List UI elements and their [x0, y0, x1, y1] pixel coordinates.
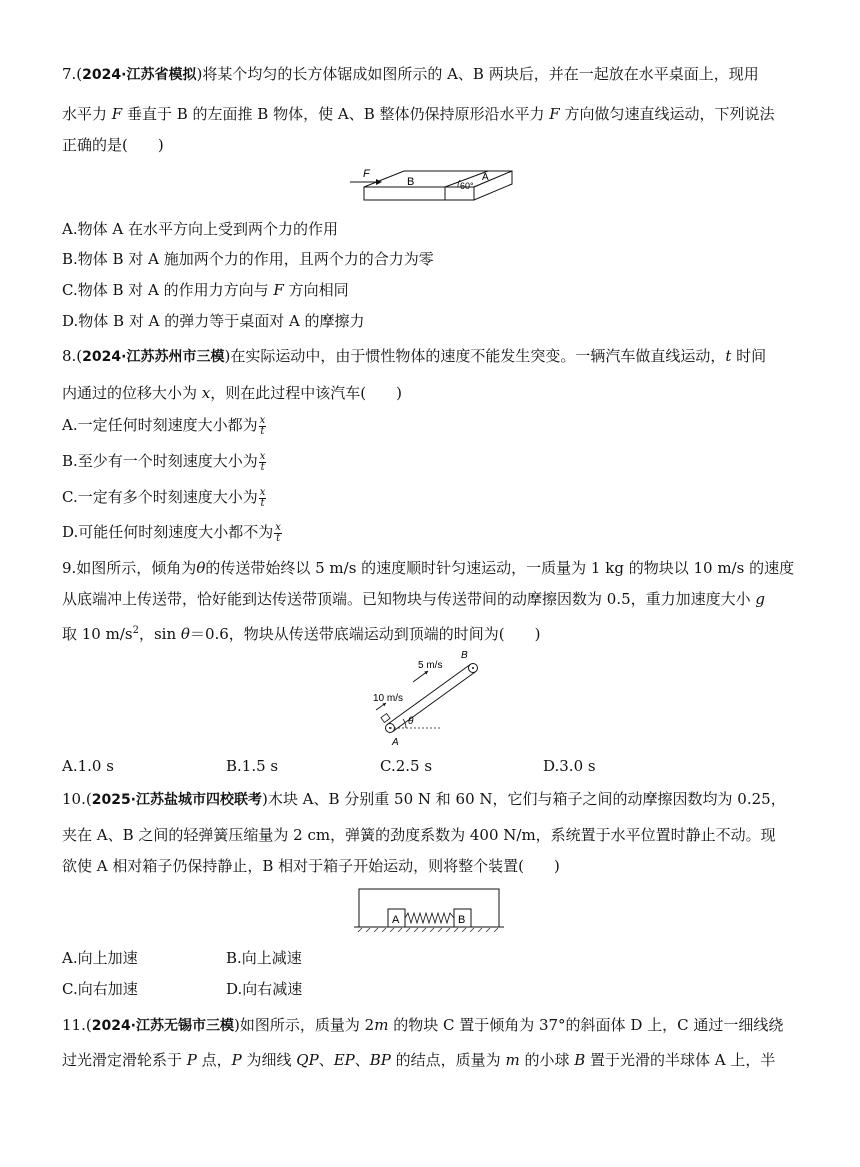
- fraction-x-over-t: [259, 488, 267, 509]
- q11-text-2e: 的小球: [519, 1051, 575, 1069]
- q8-option-c: [62, 487, 266, 509]
- q10-option-a: A.向上加速: [62, 949, 138, 967]
- q9-fig-block-speed: 10 m/s: [373, 693, 404, 704]
- q11-text-1b: 的物块 C 置于倾角为 37°的斜面体 D 上，C 通过一细线绕: [388, 1016, 784, 1034]
- q9-conveyor-figure: [368, 648, 488, 748]
- q7-text-2c: 方向做匀速直线运动，下列说法: [559, 105, 775, 123]
- q10-box: [359, 889, 499, 927]
- q7-fig-label-A: A: [482, 172, 489, 183]
- q7-option-b: B.物体 B 对 A 施加两个力的作用，且两个力的合力为零: [62, 250, 434, 268]
- frac-num: x: [259, 450, 266, 462]
- q9-text-2a: 从底端冲上传送带，恰好能到达传送带顶端。已知物块与传送带间的动摩擦因数为 0.5，重力加速度大小: [62, 590, 756, 608]
- q8-option-d-text: D.可能任何时刻速度大小都不为: [62, 523, 274, 541]
- q11-var-m: m: [374, 1016, 389, 1034]
- frac-den: t: [260, 425, 265, 437]
- q9-fig-theta: θ: [408, 716, 414, 727]
- q8-text-2b: ，则在此过程中该汽车( ): [210, 384, 402, 402]
- q9-text-3c: ＝0.6，物块从传送带底端运动到顶端的时间为( ): [189, 625, 541, 643]
- q10-fig-label-B: B: [458, 914, 466, 926]
- fraction-x-over-t: [259, 416, 267, 437]
- fraction-x-over-t: [274, 523, 282, 544]
- q7-source: 2024·江苏省模拟: [82, 67, 197, 83]
- q8-source: 2024·江苏苏州市三模: [82, 349, 225, 365]
- q11-var-QP: QP: [296, 1051, 319, 1069]
- q7-option-a: A.物体 A 在水平方向上受到两个力的作用: [62, 220, 338, 238]
- q9-option-a: A.1.0 s: [62, 757, 114, 775]
- frac-den: t: [260, 497, 265, 509]
- q10-box-figure: [354, 886, 506, 934]
- q11-text-2d: 的结点，质量为: [390, 1051, 506, 1069]
- q7-line-1: [62, 64, 759, 85]
- q11-line-2: [62, 1050, 775, 1070]
- q9-fig-label-B: B: [461, 650, 468, 661]
- q11-var-BP: BP: [369, 1051, 391, 1069]
- q8-option-b-text: B.至少有一个时刻速度大小为: [62, 452, 258, 470]
- q7-option-d: D.物体 B 对 A 的弹力等于桌面对 A 的摩擦力: [62, 312, 365, 330]
- q7-var-F2: F: [549, 105, 560, 123]
- q8-var-t: t: [725, 347, 732, 365]
- q11-text-2f: 置于光滑的半球体 A 上，半: [585, 1051, 776, 1069]
- q10-option-c: C.向右加速: [62, 980, 138, 998]
- q11-sep-2: 、: [354, 1051, 370, 1069]
- q7-text-2b: 垂直于 B 的左面推 B 物体，使 A、B 整体仍保持原形沿水平力: [122, 105, 550, 123]
- q9-option-d: D.3.0 s: [543, 757, 596, 775]
- q9-line-2: [62, 589, 765, 609]
- q8-option-a: [62, 415, 266, 437]
- q11-text-1a: )如图所示，质量为 2: [234, 1016, 375, 1034]
- q7-number: 7.(: [62, 65, 83, 83]
- q10-fig-label-A: A: [392, 914, 400, 926]
- frac-den: t: [260, 461, 265, 473]
- q7-fig-angle: 60°: [460, 181, 474, 191]
- q9-superscript: 2: [132, 625, 139, 636]
- q9-var-theta: θ: [196, 559, 206, 577]
- q11-text-2c: 为细线: [241, 1051, 297, 1069]
- q9-var-g: g: [755, 590, 766, 608]
- q10-source: 2025·江苏盐城市四校联考: [91, 792, 263, 808]
- q11-text-2b: 点，: [196, 1051, 232, 1069]
- frac-num: x: [259, 414, 266, 426]
- q7-line-3: 正确的是( ): [62, 136, 164, 154]
- q7-option-c-var-F: F: [273, 281, 284, 299]
- q9-text-1b: 的传送带始终以 5 m/s 的速度顺时针匀速运动，一质量为 1 kg 的物块以 10 m/s 的速度: [205, 559, 795, 577]
- q8-number: 8.(: [62, 347, 83, 365]
- q7-option-c-text-a: C.物体 B 对 A 的作用力方向与: [62, 281, 274, 299]
- q7-text-2a: 水平力: [62, 105, 112, 123]
- q8-var-x: x: [201, 384, 211, 402]
- q11-var-B: B: [574, 1051, 586, 1069]
- q10-option-d: D.向右减速: [226, 980, 303, 998]
- q7-option-c-text-b: 方向相同: [283, 281, 349, 299]
- q9-text-3b: ，sin: [138, 625, 181, 643]
- q9-text-3a: 取 10 m/s: [62, 625, 133, 643]
- q10-text-1: )木块 A、B 分别重 50 N 和 60 N，它们与箱子之间的动摩擦因数均为 0.25，: [262, 790, 786, 808]
- q9-block: [381, 714, 390, 723]
- frac-num: x: [259, 486, 266, 498]
- q9-option-b: B.1.5 s: [226, 757, 279, 775]
- q7-fig-label-F: F: [363, 168, 370, 180]
- q7-text-1: )将某个均匀的长方体锯成如图所示的 A、B 两块后，并在一起放在水平桌面上，现用: [196, 65, 759, 83]
- q10-option-b: B.向上减速: [226, 949, 302, 967]
- q7-line-2: [62, 104, 774, 124]
- q10-line-2: 夹在 A、B 之间的轻弹簧压缩量为 2 cm，弹簧的劲度系数为 400 N/m，系统置于水平位置时静止不动。现: [62, 826, 776, 844]
- q8-option-b: [62, 451, 266, 473]
- q11-source: 2024·江苏无锡市三模: [91, 1018, 235, 1034]
- q7-option-c: [62, 280, 349, 300]
- q9-line-1: [62, 558, 794, 578]
- q8-text-2a: 内通过的位移大小为: [62, 384, 202, 402]
- q11-number: 11.(: [62, 1016, 92, 1034]
- q9-fig-label-A: A: [392, 737, 399, 748]
- q9-var-theta-2: θ: [180, 625, 190, 643]
- q7-block-figure: [350, 164, 520, 210]
- q10-line-3: 欲使 A 相对箱子仍保持静止，B 相对于箱子开始运动，则将整个装置( ): [62, 857, 560, 875]
- frac-num: x: [275, 521, 281, 533]
- q8-line-1: [62, 346, 766, 367]
- fraction-x-over-t: [259, 452, 267, 473]
- q11-var-EP: EP: [333, 1051, 355, 1069]
- q9-text-1a: 9.如图所示，倾角为: [62, 559, 197, 577]
- q8-option-a-text: A.一定任何时刻速度大小都为: [62, 416, 258, 434]
- q8-option-c-text: C.一定有多个时刻速度大小为: [62, 488, 258, 506]
- q11-line-1: [62, 1015, 783, 1036]
- q11-var-m2: m: [505, 1051, 520, 1069]
- q8-option-d: [62, 522, 282, 544]
- q9-option-c: C.2.5 s: [380, 757, 433, 775]
- q10-line-1: [62, 789, 786, 810]
- q9-fig-belt-speed: 5 m/s: [418, 660, 443, 671]
- frac-den: t: [276, 532, 281, 544]
- q7-fig-label-B: B: [407, 176, 415, 188]
- q11-var-P2: P: [231, 1051, 242, 1069]
- q11-text-2a: 过光滑定滑轮系于: [62, 1051, 187, 1069]
- q10-number: 10.(: [62, 790, 92, 808]
- q7-var-F: F: [111, 105, 123, 123]
- q8-line-2: [62, 383, 402, 403]
- q11-var-P: P: [186, 1051, 197, 1069]
- q8-text-1-end: 时间: [731, 347, 767, 365]
- q8-text-1: )在实际运动中，由于惯性物体的速度不能发生突变。一辆汽车做直线运动，: [224, 347, 726, 365]
- q11-sep-1: 、: [318, 1051, 334, 1069]
- q9-line-3: [62, 621, 541, 644]
